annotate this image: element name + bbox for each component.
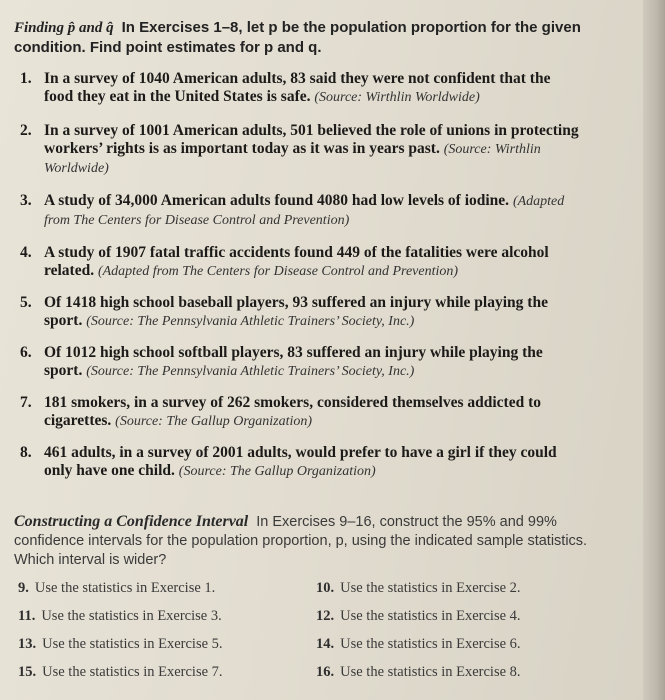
exercise-6 xyxy=(20,344,583,381)
exercise-15 xyxy=(18,664,223,681)
exercise-9 xyxy=(18,580,215,597)
exercise-source: (Source: The Pennsylvania Athletic Trainers’ Society, Inc.) xyxy=(86,314,415,329)
exercise-text: Use the statistics in Exercise 3. xyxy=(41,608,222,624)
exercise-source: (Source: Wirthlin Worldwide) xyxy=(44,142,541,176)
exercise-source: (Adapted from The Centers for Disease Control and Prevention) xyxy=(44,194,565,228)
exercise-4 xyxy=(20,244,583,281)
exercise-text: Use the statistics in Exercise 8. xyxy=(340,664,521,680)
page-edge xyxy=(643,0,665,700)
exercise-number: 1. xyxy=(20,70,32,87)
exercise-text: 461 adults, in a survey of 2001 adults, would prefer to have a girl if they could only have one child. xyxy=(44,444,557,479)
exercise-text: In a survey of 1001 American adults, 501 believed the role of unions in protecting workers’ rights is as important today as it was in years past. xyxy=(44,122,579,157)
section-intro: In Exercises 9–16, construct the 95% and 99% confidence intervals for the population proportion, p, using the indicated sample statistics. Which interval is wider? xyxy=(14,514,588,568)
exercise-text: 181 smokers, in a survey of 262 smokers, considered themselves addicted to cigarettes. xyxy=(44,394,541,429)
exercise-number: 13. xyxy=(18,636,37,652)
exercise-number: 8. xyxy=(20,444,32,461)
exercise-number: 10. xyxy=(316,580,335,596)
exercise-number: 4. xyxy=(20,244,32,261)
exercise-8 xyxy=(20,444,583,481)
exercise-source: (Adapted from The Centers for Disease Control and Prevention) xyxy=(97,264,459,279)
exercise-2 xyxy=(20,122,583,178)
exercise-text: Use the statistics in Exercise 7. xyxy=(42,664,223,680)
exercise-number: 16. xyxy=(316,664,335,680)
exercise-number: 5. xyxy=(20,294,32,311)
exercise-number: 12. xyxy=(316,608,335,624)
exercise-source: (Source: The Gallup Organization) xyxy=(178,464,376,479)
exercise-13 xyxy=(18,636,223,653)
exercise-number: 7. xyxy=(20,394,32,411)
exercise-text: Use the statistics in Exercise 1. xyxy=(34,580,216,596)
exercise-number: 9. xyxy=(18,580,29,596)
exercise-10 xyxy=(316,580,521,597)
section-intro: In Exercises 1–8, let p be the population proportion for the given condition. Find point estimates for p and q. xyxy=(14,19,581,56)
exercise-text: Use the statistics in Exercise 4. xyxy=(340,608,521,624)
exercise-source: (Source: Wirthlin Worldwide) xyxy=(314,90,480,105)
exercise-14 xyxy=(316,636,521,653)
exercise-text: Of 1012 high school softball players, 83 suffered an injury while playing the sport. xyxy=(44,344,543,379)
exercise-text: In a survey of 1040 American adults, 83 said they were not confident that the food they eat in the United States is safe. xyxy=(44,70,551,105)
exercise-11 xyxy=(18,608,222,625)
exercise-text: Use the statistics in Exercise 2. xyxy=(340,580,521,596)
exercise-16 xyxy=(316,664,521,681)
exercise-source: (Source: The Gallup Organization) xyxy=(115,414,313,429)
exercise-text: A study of 34,000 American adults found 4080 had low levels of iodine. xyxy=(44,192,510,209)
exercise-number: 14. xyxy=(316,636,335,652)
section-title: Constructing a Confidence Interval xyxy=(14,513,249,530)
exercise-1 xyxy=(20,70,583,107)
exercise-text: A study of 1907 fatal traffic accidents found 449 of the fatalities were alcohol related. xyxy=(44,244,549,279)
exercise-number: 11. xyxy=(18,608,36,624)
section-finding-estimates xyxy=(14,18,605,57)
exercise-12 xyxy=(316,608,521,625)
exercise-number: 2. xyxy=(20,122,32,139)
exercise-number: 15. xyxy=(18,664,37,680)
exercise-5 xyxy=(20,294,583,331)
exercise-text: Use the statistics in Exercise 5. xyxy=(42,636,223,652)
section-confidence-interval xyxy=(14,512,605,570)
exercise-text: Of 1418 high school baseball players, 93 suffered an injury while playing the sport. xyxy=(44,294,548,329)
section-title: Finding p̂ and q̂ xyxy=(14,20,114,36)
exercise-7 xyxy=(20,394,583,431)
exercise-source: (Source: The Pennsylvania Athletic Trainers’ Society, Inc.) xyxy=(86,364,415,379)
exercise-number: 3. xyxy=(20,192,32,209)
exercise-text: Use the statistics in Exercise 6. xyxy=(340,636,521,652)
exercise-number: 6. xyxy=(20,344,32,361)
exercise-3 xyxy=(20,192,583,230)
